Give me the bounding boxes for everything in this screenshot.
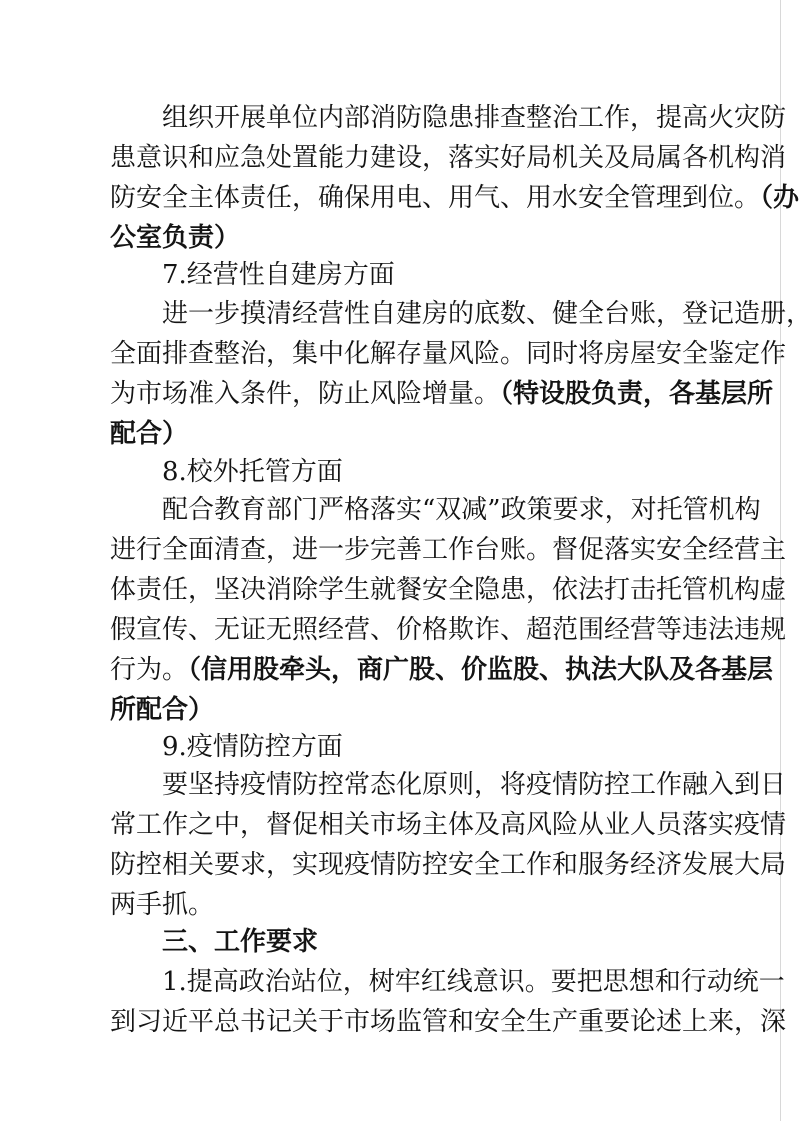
- paragraph-line: 患意识和应急处置能力建设，落实好局机关及局属各机构消: [110, 143, 787, 173]
- paragraph-line: [110, 218, 670, 258]
- paragraph-line: 进一步摸清经营性自建房的底数、健全台账，登记造册，: [162, 299, 812, 329]
- paragraph-line: 全面排查整治，集中化解存量风险。同时将房屋安全鉴定作: [110, 339, 787, 369]
- responsibility-note: 公室负责）: [110, 223, 241, 253]
- paragraph-line: 1.提高政治站位，树牢红线意识。要把思想和行动统一: [162, 967, 785, 997]
- paragraph-line: 两手抓。: [110, 890, 215, 920]
- section-heading-7: 7.经营性自建房方面: [162, 260, 395, 290]
- responsibility-note: 配合）: [110, 419, 189, 449]
- paragraph-line: 体责任，坚决消除学生就餐安全隐患，依法打击托管机构虚: [110, 575, 787, 605]
- paragraph-line: 进行全面清查，进一步完善工作台账。督促落实安全经营主: [110, 535, 787, 565]
- paragraph-line: [110, 690, 670, 730]
- section-heading-9: 9.疫情防控方面: [162, 732, 343, 762]
- paragraph-line: 到习近平总书记关于市场监管和安全生产重要论述上来，深: [110, 1007, 787, 1037]
- paragraph-line: [110, 414, 670, 454]
- part-heading-3: 三、工作要求: [162, 927, 319, 957]
- paragraph-line: 防安全主体责任，确保用电、用气、用水安全管理到位。（办: [110, 183, 800, 213]
- paragraph-line: 要坚持疫情防控常态化原则，将疫情防控工作融入到日: [162, 770, 787, 800]
- responsibility-note: （信用股牵头，商广股、价监股、执法大队及各基层: [188, 655, 774, 685]
- section-heading-8: 8.校外托管方面: [162, 457, 343, 487]
- responsibility-note: 所配合）: [110, 695, 215, 725]
- responsibility-note: （办: [760, 183, 800, 213]
- paragraph-line: 假宣传、无证无照经营、价格欺诈、超范围经营等违法违规: [110, 615, 787, 645]
- paragraph-line: 组织开展单位内部消防隐患排查整治工作，提高火灾防: [162, 103, 787, 133]
- paragraph-line: 防控相关要求，实现疫情防控安全工作和服务经济发展大局: [110, 850, 787, 880]
- paragraph-line: 行为。（信用股牵头，商广股、价监股、执法大队及各基层: [110, 655, 774, 685]
- responsibility-note: （特设股负责，各基层所: [500, 379, 774, 409]
- paragraph-line: 为市场准入条件，防止风险增量。（特设股负责，各基层所: [110, 379, 774, 409]
- paragraph-line: 常工作之中，督促相关市场主体及高风险从业人员落实疫情: [110, 810, 787, 840]
- paragraph-line: 配合教育部门严格落实“双减”政策要求，对托管机构: [162, 495, 761, 525]
